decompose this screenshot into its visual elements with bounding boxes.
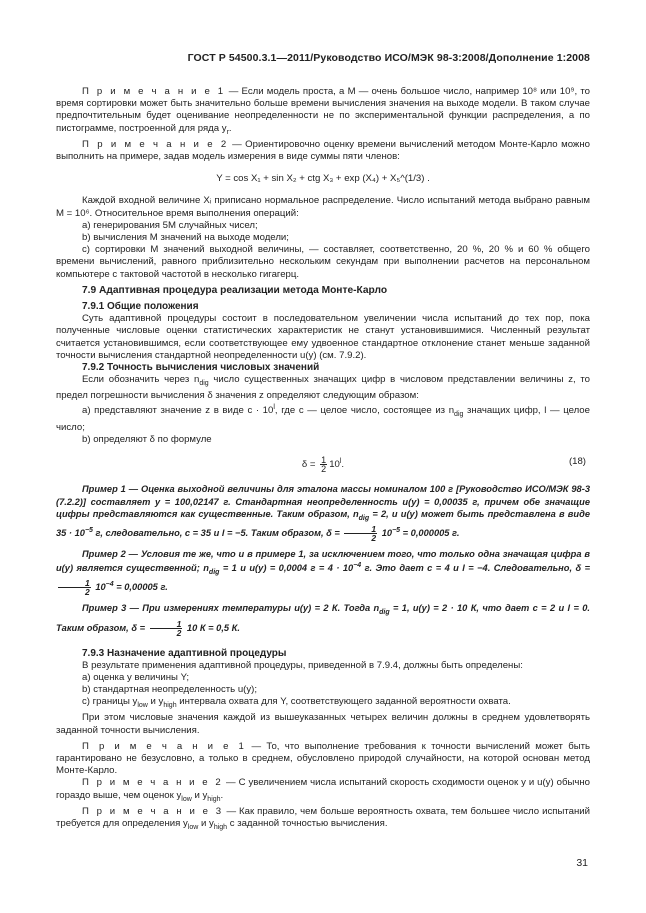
section-heading-7-9-2: 7.9.2 Точность вычисления числовых значений xyxy=(82,361,320,373)
page-number: 31 xyxy=(576,857,588,869)
note-1: П р и м е ч а н и е 1 — Если модель проста, а M — очень большое число, например 10⁸ или 10⁹, то время сортировки может быть значительно больше времени вычисления значения на выходе модели. В таком случае предпочтительным будет оценивание неопределенности не по экспериментальной функции распределения, а по пистограмме, построенной для ряда $y_r$. xyxy=(56,86,591,136)
note-1: П р и м е ч а н и е 1 — То, что выполнение требования к точности вычислений может быть гарантировано не безусловно, а только в среднем, обусловлено природой случайности, на которой основан метод Монте-Карло. xyxy=(56,740,590,777)
example-2: Пример 2 — Условия те же, что и в примере 1, за исключением того, что только одна значащая цифра в u(y) является существенной; $n_{dig} = 1$ и u(y) = 0,0004 $г = 4 \cdot 10^{-4}$ г. Это дает c = 4 и l = −4. Следовательно, δ = $\frac{1}{2}$ $10^{-4} = 0,00005$ г. xyxy=(56,548,590,598)
note-label: П р и м е ч а н и е 2 xyxy=(82,777,224,789)
note-2: П р и м е ч а н и е 2 — С увеличением числа испытаний скорость сходимости оценок y и u(y) обычно гораздо выше, чем оценок $y_{low}$ и $y_{high}$. xyxy=(56,777,590,803)
example-3: Пример 3 — При измерениях температуры u(y) = 2 К. Тогда $n_{dig} = 1$, u(y) = 2 · 10 К, что дает c = 2 и l = 0. Таким образом, δ = $\frac{1}{2}$ 10 К = 0,5 К. xyxy=(56,603,590,638)
note-2: П р и м е ч а н и е 2 — Ориентировочно оценку времени вычислений методом Монте-Карло можно выполнить на примере, задав модель измерения в виде суммы пяти членов: xyxy=(56,138,590,162)
note-label: П р и м е ч а н и е 2 xyxy=(82,138,229,150)
fraction: $\frac{1}{2}$ xyxy=(344,525,377,542)
page-header: ГОСТ Р 54500.3.1—2011/Руководство ИСО/МЭК 98-3:2008/Дополнение 1:2008 xyxy=(187,52,590,64)
note-label: П р и м е ч а н и е 1 xyxy=(82,740,247,752)
section-heading-7-9-1: 7.9.1 Общие положения xyxy=(82,300,199,312)
list-item: b) вычисления M значений на выходе модели; xyxy=(82,231,289,243)
fraction: $\frac{1}{2}$ xyxy=(321,455,327,475)
example-1: Пример 1 — Оценка выходной величины для эталона массы номиналом 100 г [Руководство ИСО/МЭК 98-3 (7.2.2)] составляет y = 100,02147 г. Стандартная неопределенность u(y) = 0,00035 г, причем обе значащие цифры представляются как существенные. Таким образом, $n_{dig} = 2$, и u(y) может быть представлена в виде $35 \cdot 10^{-5}$ г, следовательно, c = 35 и l = −5. Таким образом, δ = $\frac{1}{2}$ $10^{-5} = 0,000005$ г. xyxy=(56,484,590,543)
fraction: $\frac{1}{2}$ xyxy=(58,579,91,596)
page-content xyxy=(56,86,590,834)
list-item: а) генерирования 5M случайных чисел; xyxy=(82,219,258,231)
note-3: П р и м е ч а н и е 3 — Как правило, чем больше вероятность охвата, тем большее число испытаний требуется для определения $y_{low}$ и $y_{high}$ с заданной точностью вычисления. xyxy=(56,805,590,831)
list-item: b) стандартная неопределенность u(y); xyxy=(82,684,258,696)
list-item: c) границы $y_{low}$ и $y_{high}$ интервала охвата для Y, соответствующего заданной вероятности охвата. xyxy=(82,696,511,710)
list-item: а) оценка y величины Y; xyxy=(82,671,190,683)
paragraph: Каждой входной величине Xᵢ приписано нормальное распределение. Число испытаний метода выбрано равным M = 10⁶. Относительное время выполнения операций: xyxy=(56,195,590,219)
paragraph: Суть адаптивной процедуры состоит в последовательном увеличении числа испытаний до тех пор, пока полученные числовые оценки статистических характеристик не станут установившимися. Численный результат считается установившимся, если соответствующее ему удвоенное стандартное отклонение станет меньше заданной точности вычисления стандартной неопределенности u(y) (см. 7.9.2). xyxy=(56,313,590,361)
list-item: c) сортировки M значений выходной величины, — составляет, соответственно, 20 %, 20 % и 60 % общего времени вычислений, равного приблизительно нескольким секундам при выполнении расчетов на персональном компьютере с тактовой частотой в несколько гигагерц. xyxy=(56,244,590,280)
list-item: а) представляют значение z в виде $c \cdot 10^l$, где c — целое число, состоящее из $n_{dig}$ значащих цифр, l — целое число; xyxy=(56,404,590,433)
equation-18: δ = $\frac{1}{2}$ 10$^l$. (18) xyxy=(301,455,586,475)
section-heading-7-9: 7.9 Адаптивная процедура реализации метода Монте-Карло xyxy=(82,284,388,296)
paragraph: В результате применения адаптивной процедуры, приведенной в 7.9.4, должны быть определены: xyxy=(82,659,523,671)
fraction: $\frac{1}{2}$ xyxy=(150,620,183,637)
note-label: П р и м е ч а н и е 3 xyxy=(82,805,224,817)
equation-number: (18) xyxy=(568,456,586,468)
list-item: b) определяют δ по формуле xyxy=(82,433,212,445)
note-label: П р и м е ч а н и е 1 xyxy=(82,86,226,97)
model-equation: Y = cos X₁ + sin X₂ + ctg X₃ + exp (X₄) + X₅^(1/3) . xyxy=(216,173,430,185)
section-heading-7-9-3: 7.9.3 Назначение адаптивной процедуры xyxy=(82,647,287,659)
paragraph: Если обозначить через $n_{dig}$ число существенных значащих цифр в числовом представлении величины z, то предел погрешности вычисления δ значения z определяют следующим образом: xyxy=(56,374,590,402)
paragraph: При этом числовые значения каждой из вышеуказанных четырех величин должны в среднем удовлетворять заданной точности вычисления. xyxy=(56,712,590,736)
